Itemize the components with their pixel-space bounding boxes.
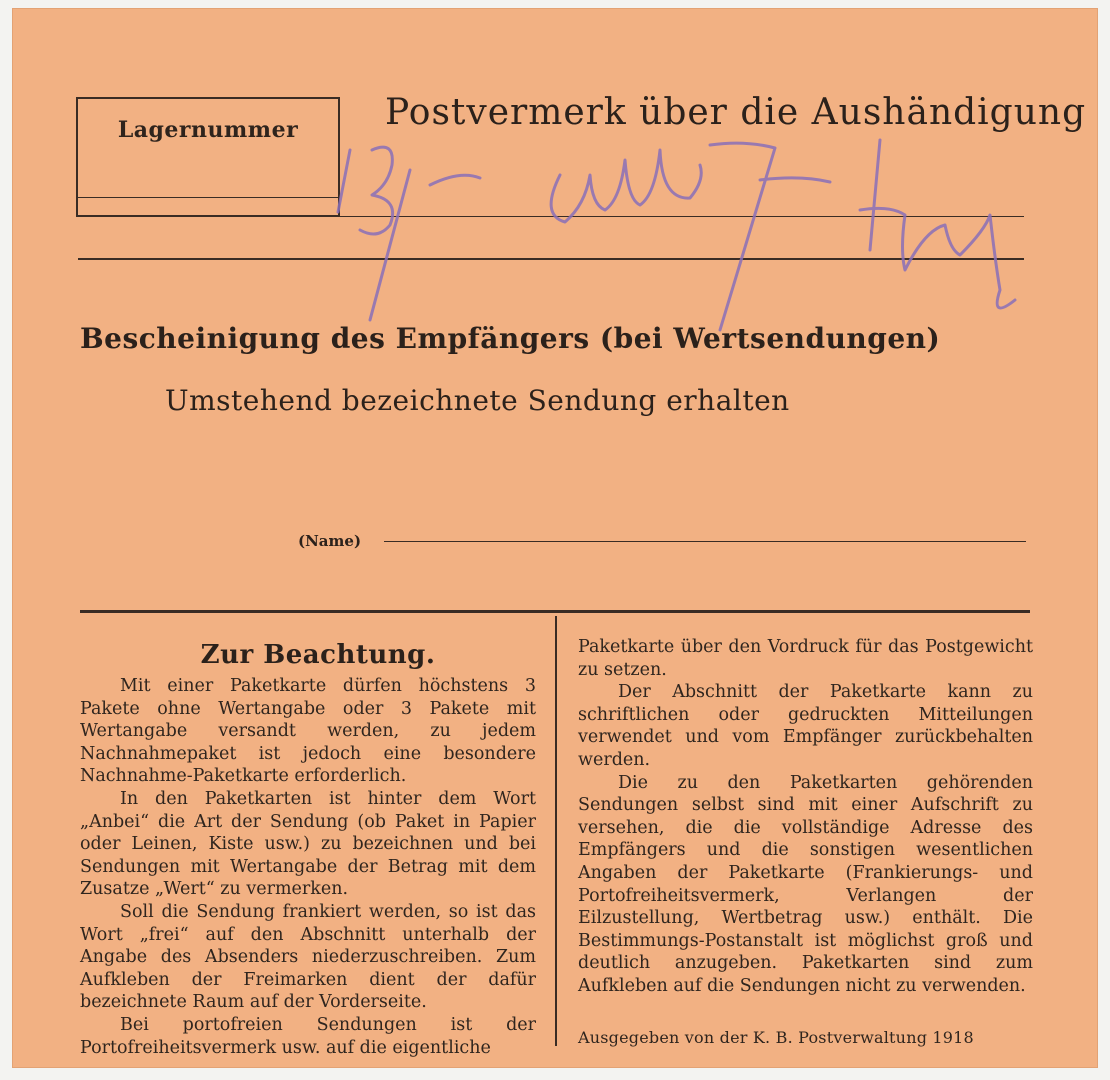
note-paragraph: Paketkarte über den Vordruck für das Postgewicht zu setzen. bbox=[578, 637, 1033, 680]
note-paragraph: In den Paketkarten ist hinter dem Wort „Anbei“ die Art der Sendung (ob Paket in Papier oder Leinen, Kiste usw.) zu bezeichnen und bei Sendungen mit Wertangabe der Betrag mit dem Zusatze „Wert“ zu vermerken. bbox=[80, 788, 536, 900]
name-line bbox=[384, 541, 1026, 542]
receipt-statement: Umstehend bezeichnete Sendung erhalten bbox=[165, 384, 790, 417]
name-label: (Name) bbox=[298, 532, 362, 550]
notes-divider bbox=[80, 610, 1030, 613]
note-paragraph: Soll die Sendung frankiert werden, so ist das Wort „frei“ auf den Abschnitt unterhalb der Angabe des Absenders niederzuschreiben. Zum Aufkleben der Freimarken dient der dafür bezeichnete Raum auf der Vorderseite. bbox=[80, 901, 536, 1013]
storage-number-label: Lagernummer bbox=[117, 117, 299, 143]
issuer-footer: Ausgegeben von der K. B. Postverwaltung 1918 bbox=[578, 1028, 974, 1047]
note-paragraph: Die zu den Paketkarten gehörenden Sendungen selbst sind mit einer Aufschrift zu versehen, die die vollständige Adresse des Empfängers und die sonstigen wesentlichen Angaben der Paketkarte (Frankierungs- und Portofreiheitsvermerk, Verlangen der Eilzustellung, Wertbetrag usw.) enthält. Die Bestimmungs-Postanstalt ist möglichst groß und deutlich anzugeben. Paketkarten sind zum Aufkleben auf die Sendungen nicht zu verwenden. bbox=[578, 772, 1033, 996]
note-paragraph: Bei portofreien Sendungen ist der Portofreiheitsvermerk usw. auf die eigentliche bbox=[80, 1014, 536, 1058]
note-paragraph: Der Abschnitt der Paketkarte kann zu schriftlichen oder gedruckten Mitteilungen verwendet und vom Empfänger zurückbehalten werden. bbox=[578, 682, 1033, 770]
notes-right-column bbox=[578, 636, 1033, 998]
column-divider bbox=[555, 616, 557, 1046]
note-paragraph: Mit einer Paketkarte dürfen höchstens 3 Pakete ohne Wertangabe oder 3 Pakete mit Wertangabe versandt werden, zu jedem Nachnahmepaket ist jedoch eine besondere Nachnahme-Paketkarte erforderlich. bbox=[80, 676, 536, 787]
notes-left-column bbox=[80, 675, 536, 1059]
delivery-note-title: Postvermerk über die Aushändigung bbox=[385, 92, 1087, 133]
recipient-certificate-heading: Bescheinigung des Empfängers (bei Wertsendungen) bbox=[80, 322, 941, 355]
notes-title: Zur Beachtung. bbox=[200, 640, 436, 670]
